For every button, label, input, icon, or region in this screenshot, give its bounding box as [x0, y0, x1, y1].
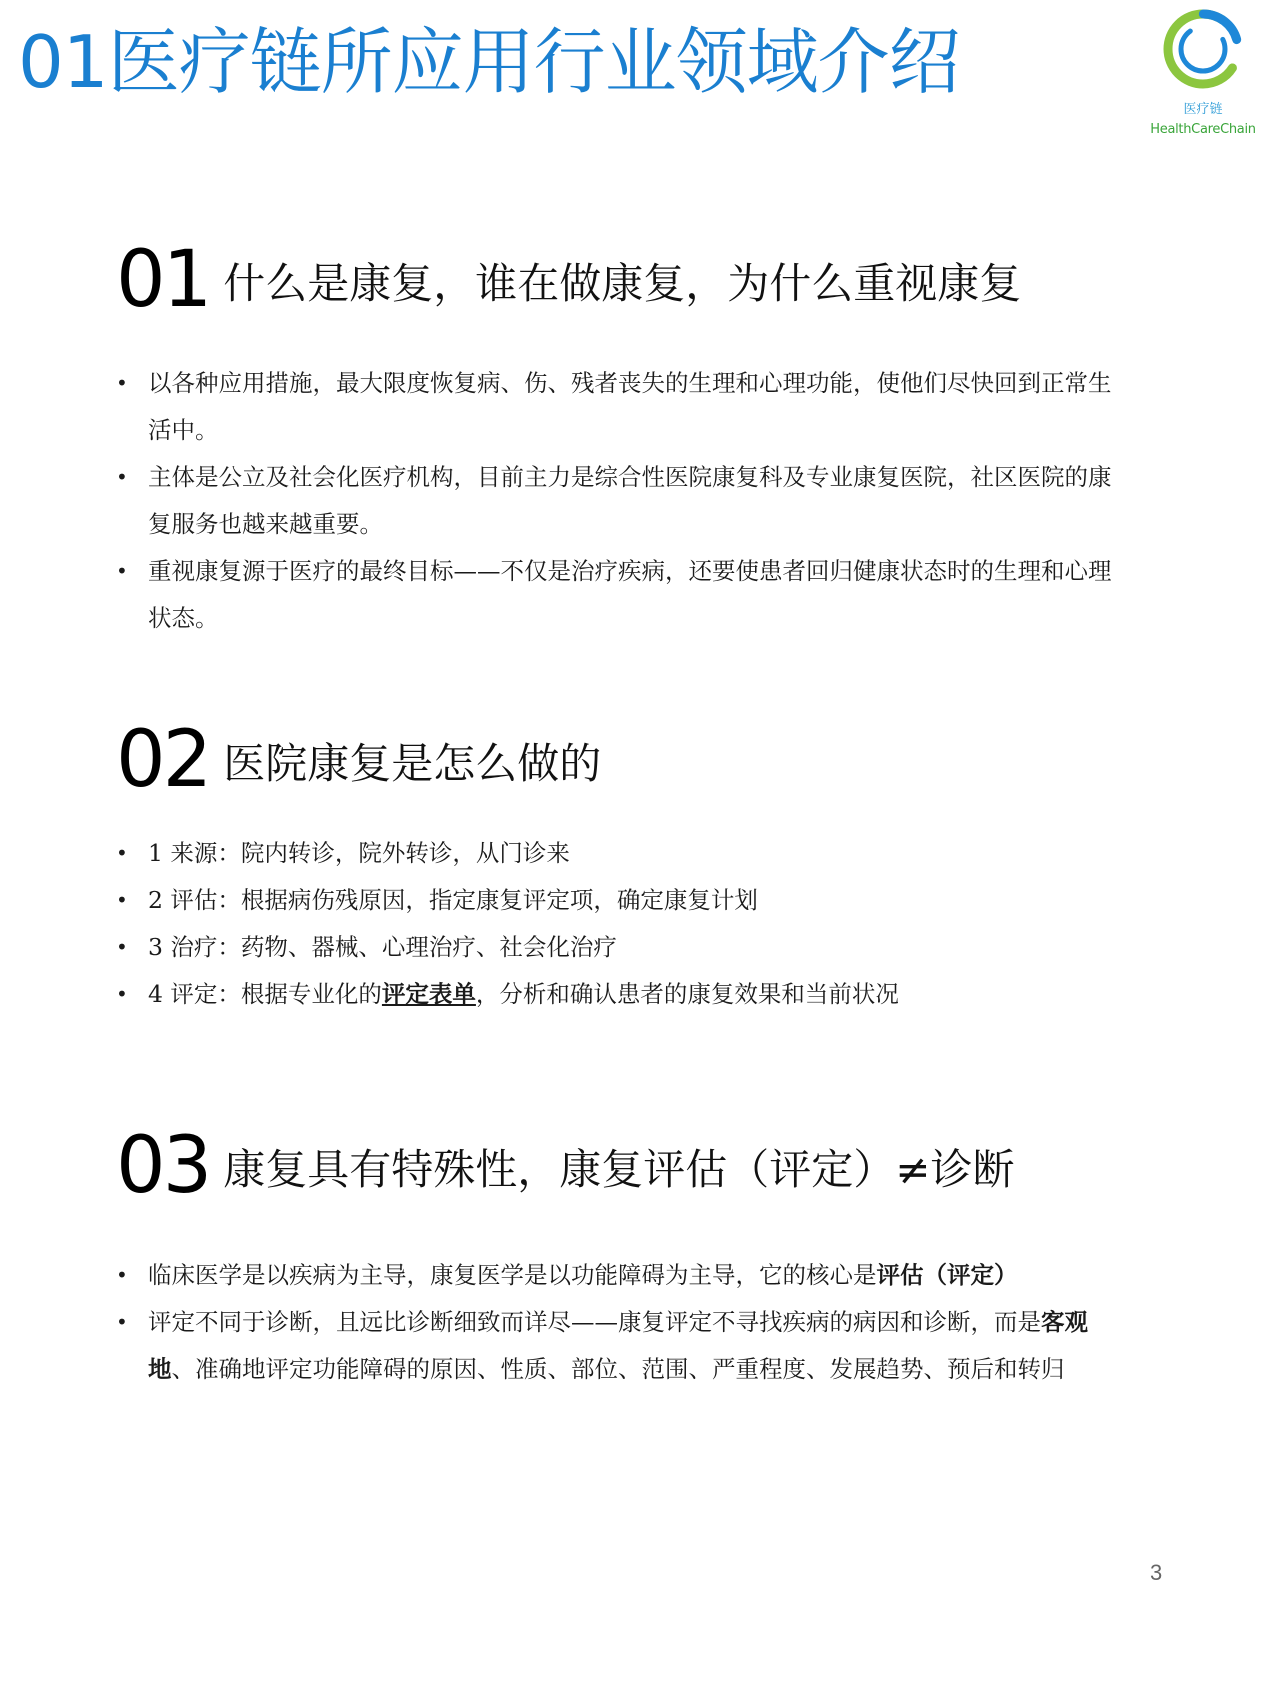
section-header [116, 715, 1126, 805]
ring-logo-icon [1160, 6, 1246, 92]
section-header [116, 235, 1126, 325]
section-number: 01 [116, 235, 210, 325]
section-title: 康复具有特殊性，康复评估（评定）≠诊断 [223, 1145, 1015, 1194]
bullet-text-post: ，分析和确认患者的康复效果和当前状况 [475, 980, 899, 1008]
bullet-text-pre: 评定不同于诊断，且远比诊断细致而详尽——康复评定不寻找疾病的病因和诊断，而是 [148, 1308, 1041, 1336]
logo-chinese-name: 医疗链 [1183, 102, 1223, 117]
bullet-item [116, 830, 1126, 877]
bullet-text: 1 来源：院内转诊，院外转诊，从门诊来 [148, 839, 570, 867]
section-02 [116, 715, 1126, 1018]
page-number: 3 [1150, 1560, 1163, 1585]
bullet-text-pre: 4 评定：根据专业化的 [148, 980, 382, 1008]
objective-term: 客观地 [148, 1308, 1088, 1383]
bullet-text: 主体是公立及社会化医疗机构，目前主力是综合性医院康复科及专业康复医院，社区医院的康复服务也越来越重要。 [148, 463, 1112, 538]
section-title: 医院康复是怎么做的 [223, 739, 602, 788]
section-03 [116, 1121, 1126, 1393]
logo-english-name: HealthCareChain [1150, 122, 1256, 137]
bullet-list [116, 830, 1126, 1018]
bullet-item [116, 360, 1126, 454]
bullet-list [116, 1252, 1126, 1393]
brand-logo [1148, 6, 1258, 136]
bullet-list [116, 360, 1126, 642]
section-title: 什么是康复，谁在做康复，为什么重视康复 [223, 259, 1022, 308]
bullet-item [116, 548, 1126, 642]
bullet-text: 以各种应用措施，最大限度恢复病、伤、残者丧失的生理和心理功能，使他们尽快回到正常生活中。 [148, 369, 1112, 444]
bullet-item [116, 1299, 1126, 1393]
page-title: 01医疗链所应用行业领域介绍 [18, 20, 960, 104]
bullet-text: 2 评估：根据病伤残原因，指定康复评定项，确定康复计划 [148, 886, 758, 914]
bullet-item [116, 454, 1126, 548]
bullet-text-pre: 临床医学是以疾病为主导，康复医学是以功能障碍为主导，它的核心是 [148, 1261, 877, 1289]
evaluation-form-term: 评定表单 [381, 980, 476, 1008]
bullet-item [116, 1252, 1126, 1299]
section-01 [116, 235, 1126, 642]
section-number: 02 [116, 715, 210, 805]
section-number: 03 [116, 1121, 210, 1211]
bullet-text: 3 治疗：药物、器械、心理治疗、社会化治疗 [148, 933, 617, 961]
assessment-term: 评估（评定） [876, 1261, 1018, 1289]
bullet-item [116, 924, 1126, 971]
bullet-text: 重视康复源于医疗的最终目标——不仅是治疗疾病，还要使患者回归健康状态时的生理和心理状态。 [148, 557, 1112, 632]
bullet-item [116, 877, 1126, 924]
section-header [116, 1121, 1126, 1211]
bullet-text-post: 、准确地评定功能障碍的原因、性质、部位、范围、严重程度、发展趋势、预后和转归 [171, 1355, 1065, 1383]
bullet-item [116, 971, 1126, 1018]
